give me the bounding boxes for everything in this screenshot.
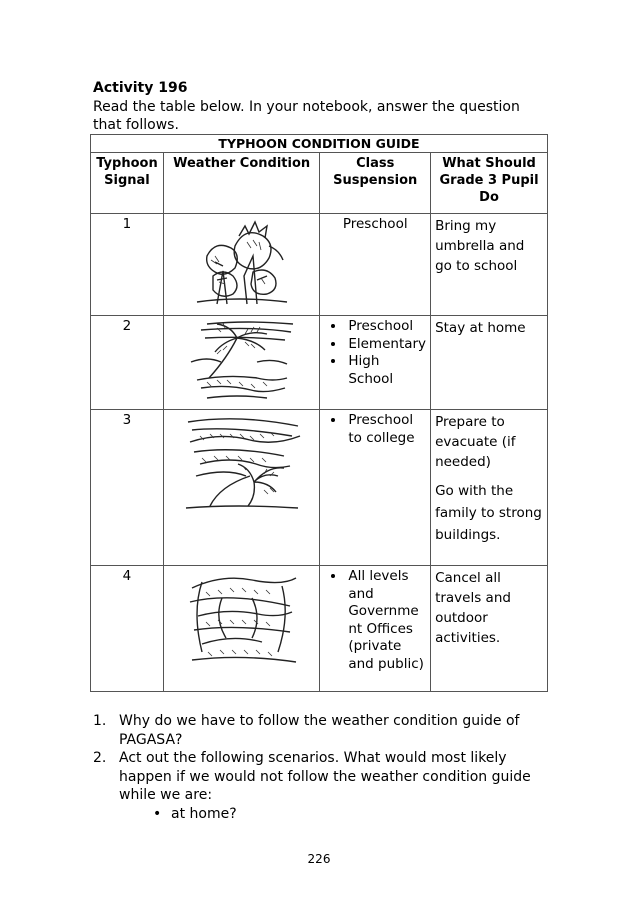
table-title: TYPHOON CONDITION GUIDE <box>91 135 548 153</box>
question-text: Act out the following scenarios. What would most likely happen if we would not follow the weather condition guide while we are: <box>119 750 531 803</box>
todo-cell <box>431 410 548 566</box>
fallen-trees-debris-illustration <box>182 568 302 668</box>
todo-text: Stay at home <box>435 320 526 336</box>
todo-text: Prepare to evacuate (if needed) <box>435 414 516 470</box>
scenario-text: at home? <box>171 805 237 822</box>
class-suspension-cell: Preschool <box>320 214 431 316</box>
table-row <box>91 410 548 566</box>
signal-number: 3 <box>91 410 164 566</box>
weather-condition-cell <box>163 566 319 692</box>
suspension-level: • Preschool to college <box>346 412 426 447</box>
typhoon-condition-table <box>90 134 548 692</box>
tree-light-wind-illustration <box>187 216 297 308</box>
suspension-level: • Preschool <box>346 318 426 336</box>
table-row <box>91 214 548 316</box>
activity-title: Activity 196 <box>93 80 188 96</box>
todo-text: Bring my umbrella and go to school <box>435 218 525 274</box>
todo-cell <box>431 214 548 316</box>
table-row <box>91 316 548 410</box>
page-number: 226 <box>307 852 331 866</box>
weather-condition-cell <box>163 316 319 410</box>
todo-extra-text: Go with the family to strong buildings. <box>435 483 542 543</box>
scenario-bullet-item <box>93 805 543 824</box>
todo-text: Cancel all travels and outdoor activities. <box>435 570 511 646</box>
uprooted-trees-illustration <box>180 412 304 512</box>
todo-cell <box>431 316 548 410</box>
header-weather-condition: Weather Condition <box>163 153 319 214</box>
palm-tree-strong-wind-illustration <box>187 318 297 404</box>
weather-condition-cell <box>163 214 319 316</box>
activity-instructions: Read the table below. In your notebook, answer the question that follows. <box>93 99 520 133</box>
signal-number: 4 <box>91 566 164 692</box>
signal-number: 1 <box>91 214 164 316</box>
weather-condition-cell <box>163 410 319 566</box>
table-row <box>91 566 548 692</box>
question-text: Why do we have to follow the weather condition guide of PAGASA? <box>119 713 520 748</box>
question-number: 2. <box>93 750 107 766</box>
bullet-icon: • <box>153 805 162 822</box>
question-item <box>93 749 543 805</box>
class-suspension-cell <box>320 410 431 566</box>
header-typhoon-signal: Typhoon Signal <box>91 153 164 214</box>
class-suspension-cell <box>320 316 431 410</box>
header-what-to-do: What Should Grade 3 Pupil Do <box>431 153 548 214</box>
question-number: 1. <box>93 713 107 729</box>
suspension-level: • Elementary <box>346 336 426 354</box>
suspension-level: • All levels and Governme nt Offices (private and public) <box>346 568 426 673</box>
question-list <box>93 712 543 823</box>
todo-cell <box>431 566 548 692</box>
header-class-suspension: Class Suspension <box>320 153 431 214</box>
question-item <box>93 712 543 749</box>
signal-number: 2 <box>91 316 164 410</box>
suspension-level: • High School <box>346 353 426 388</box>
class-suspension-cell <box>320 566 431 692</box>
